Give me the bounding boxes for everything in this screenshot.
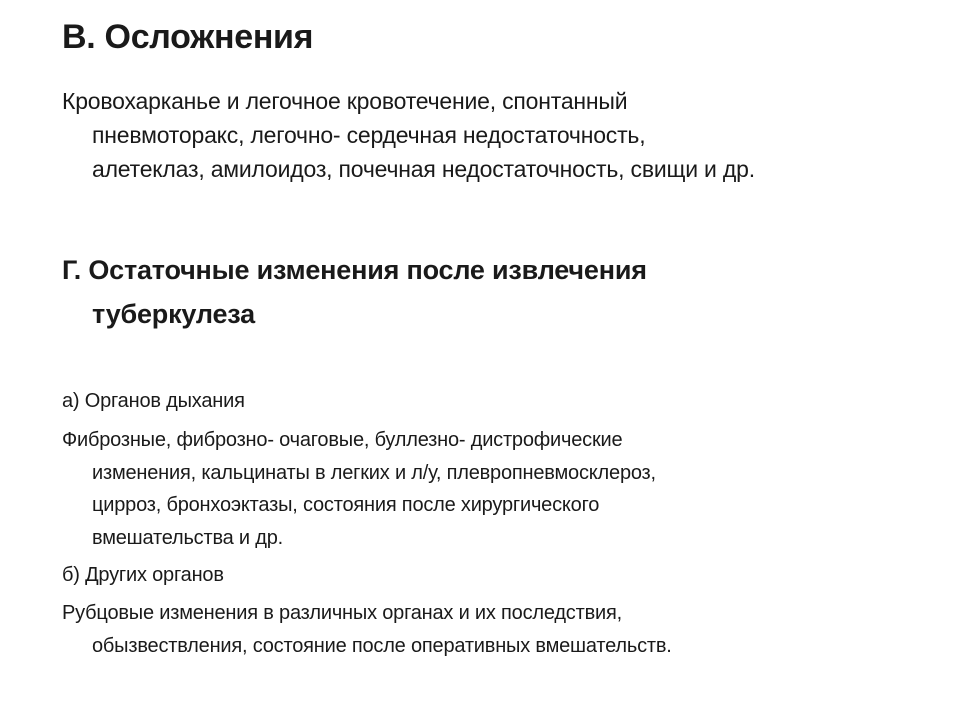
slide-title: В. Осложнения xyxy=(62,18,314,56)
other-organs-line: Рубцовые изменения в различных органах и их последствия, xyxy=(62,602,622,624)
complications-line: Кровохарканье и легочное кровотечение, спонтанный xyxy=(62,88,628,114)
respiratory-line: цирроз, бронхоэктазы, состояния после хирургического xyxy=(92,494,600,516)
complications-line: алетеклаз, амилоидоз, почечная недостаточность, свищи и др. xyxy=(92,156,755,182)
other-organs-section-label xyxy=(62,559,922,592)
other-organs-label-text: б) Других органов xyxy=(62,564,224,586)
heading-line: туберкулеза xyxy=(92,299,255,329)
respiratory-line: вмешательства и др. xyxy=(92,526,284,549)
heading-line: Г. Остаточные изменения после извлечения xyxy=(62,255,647,285)
respiratory-paragraph xyxy=(62,424,922,554)
respiratory-section-label xyxy=(62,385,922,418)
other-organs-paragraph xyxy=(62,597,922,662)
complications-line: пневмоторакс, легочно- сердечная недостаточность, xyxy=(92,122,646,148)
complications-paragraph xyxy=(62,84,922,186)
respiratory-line: Фиброзные, фиброзно- очаговые, буллезно- дистрофические xyxy=(62,429,623,451)
residual-changes-heading xyxy=(62,248,922,336)
other-organs-line: обызвествления, состояние после оперативных вмешательств. xyxy=(92,634,672,657)
respiratory-line: изменения, кальцинаты в легких и л/у, плевропневмосклероз, xyxy=(92,461,656,484)
respiratory-label-text: а) Органов дыхания xyxy=(62,390,245,412)
